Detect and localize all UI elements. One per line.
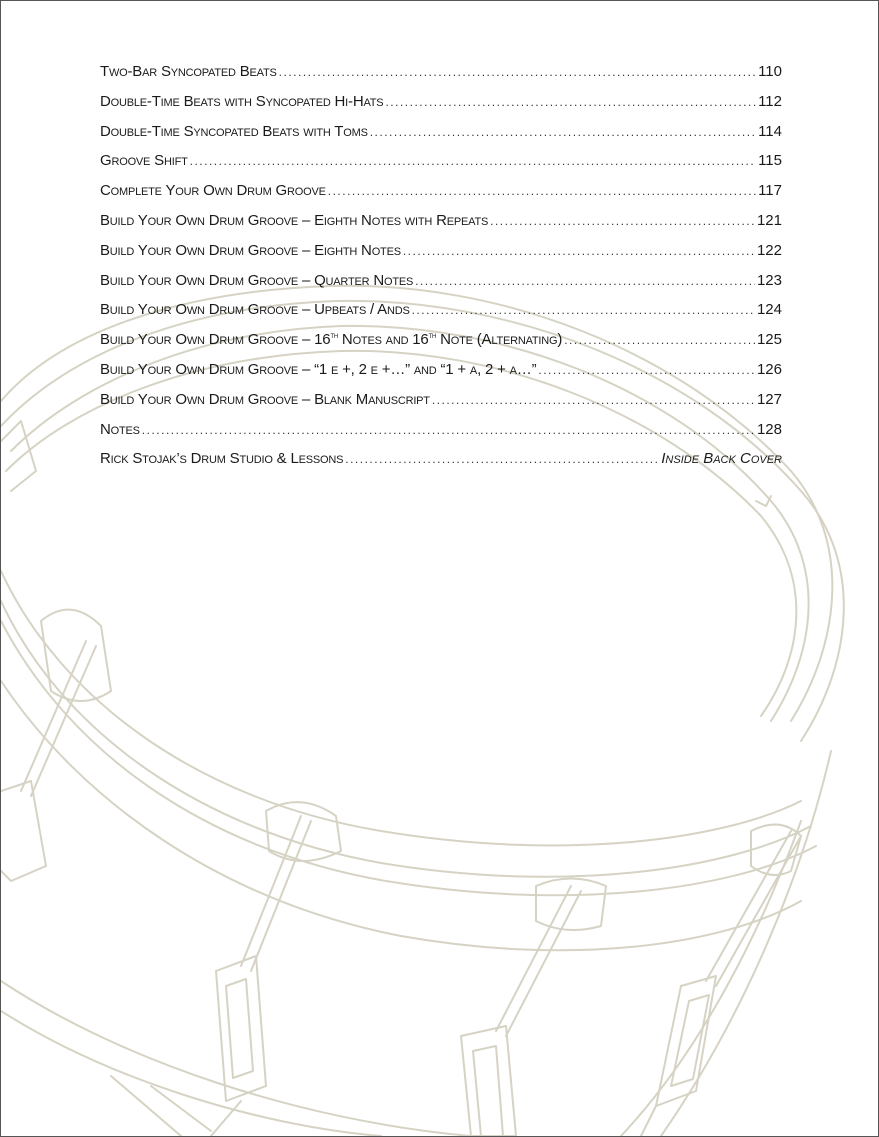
toc-entry[interactable]: [100, 236, 782, 266]
dot-leader: [415, 267, 755, 297]
toc-entry-title: [100, 176, 326, 206]
toc-title-segment: Build Your Own Drum Groove – 16: [100, 331, 331, 349]
toc-title-segment: Rick Stojak’s Drum Studio & Lessons: [100, 450, 344, 468]
toc-entry[interactable]: [100, 87, 782, 117]
toc-entry-title: [100, 117, 368, 147]
toc-title-segment: Build Your Own Drum Groove – “1 e +, 2 e +…” and “1 + a, 2 + a…”: [100, 360, 537, 378]
toc-entry-title: [100, 385, 430, 415]
toc-entry[interactable]: [100, 176, 782, 206]
toc-entry-page: 114: [758, 122, 782, 140]
toc-title-segment: Build Your Own Drum Groove – Eighth Notes: [100, 241, 401, 259]
toc-title-segment: Build Your Own Drum Groove – Upbeats / Ands: [100, 301, 410, 319]
toc-entry-title: [100, 87, 383, 117]
toc-entry-page: 126: [756, 360, 782, 378]
dot-leader: [142, 416, 755, 446]
toc-entry[interactable]: [100, 117, 782, 147]
toc-title-segment: Complete Your Own Drum Groove: [100, 182, 326, 200]
toc-entry[interactable]: [100, 325, 782, 355]
toc-entry-title: [100, 206, 488, 236]
dot-leader: [279, 58, 756, 88]
toc-title-segment: Build Your Own Drum Groove – Quarter Notes: [100, 271, 414, 289]
toc-entry-page: 127: [756, 390, 782, 408]
toc-entry[interactable]: [100, 57, 782, 87]
toc-entry[interactable]: [100, 385, 782, 415]
toc-entry-title: [100, 266, 413, 296]
toc-entry[interactable]: [100, 146, 782, 176]
toc-entry-title: [100, 325, 562, 355]
toc-entry-page: Inside Back Cover: [661, 450, 782, 468]
toc-entry[interactable]: [100, 266, 782, 296]
toc-entry-page: 122: [756, 241, 782, 259]
toc-entry-title: [100, 415, 140, 445]
toc-title-segment: Build Your Own Drum Groove – Blank Manuscript: [100, 390, 430, 408]
dot-leader: [432, 386, 755, 416]
toc-entry[interactable]: [100, 444, 782, 474]
toc-entry-page: 115: [758, 152, 782, 170]
toc-entry[interactable]: [100, 415, 782, 445]
toc-entry-page: 123: [756, 271, 782, 289]
toc-title-segment: Double-Time Beats with Syncopated Hi-Hats: [100, 92, 384, 110]
toc-entry-page: 117: [758, 182, 782, 200]
toc-title-segment: Note (Alternating): [436, 331, 563, 349]
toc-entry[interactable]: [100, 355, 782, 385]
toc-entry-title: [100, 236, 401, 266]
toc-entry-page: 110: [758, 63, 782, 80]
dot-leader: [345, 445, 659, 475]
toc-entry-page: 128: [756, 420, 782, 438]
dot-leader: [538, 356, 755, 386]
dot-leader: [190, 147, 756, 177]
toc-entry[interactable]: [100, 295, 782, 325]
toc-entry-page: 125: [756, 331, 782, 349]
dot-leader: [490, 207, 755, 237]
toc-title-segment: Groove Shift: [100, 152, 188, 170]
toc-entry-title: [100, 146, 188, 176]
dot-leader: [564, 326, 755, 356]
ordinal-superscript: th: [330, 330, 338, 341]
dot-leader: [412, 296, 755, 326]
toc-entry-title: [100, 295, 410, 325]
ordinal-superscript: th: [428, 330, 437, 341]
toc-title-segment: Notes: [100, 420, 140, 438]
table-of-contents: [100, 57, 782, 474]
toc-entry-page: 112: [758, 92, 782, 110]
dot-leader: [403, 237, 755, 267]
toc-title-segment: Build Your Own Drum Groove – Eighth Notes with Repeats: [100, 211, 489, 229]
dot-leader: [385, 88, 756, 118]
dot-leader: [370, 118, 756, 148]
toc-entry-page: 124: [756, 301, 782, 319]
dot-leader: [328, 177, 756, 207]
toc-entry-title: [100, 57, 277, 87]
toc-entry-title: [100, 355, 536, 385]
toc-entry-page: 121: [756, 211, 782, 229]
toc-title-segment: Two-Bar Syncopated Beats: [100, 63, 277, 80]
toc-title-segment: Double-Time Syncopated Beats with Toms: [100, 122, 368, 140]
toc-entry[interactable]: [100, 206, 782, 236]
toc-entry-title: [100, 444, 343, 474]
toc-title-segment: Notes and 16: [337, 331, 429, 349]
